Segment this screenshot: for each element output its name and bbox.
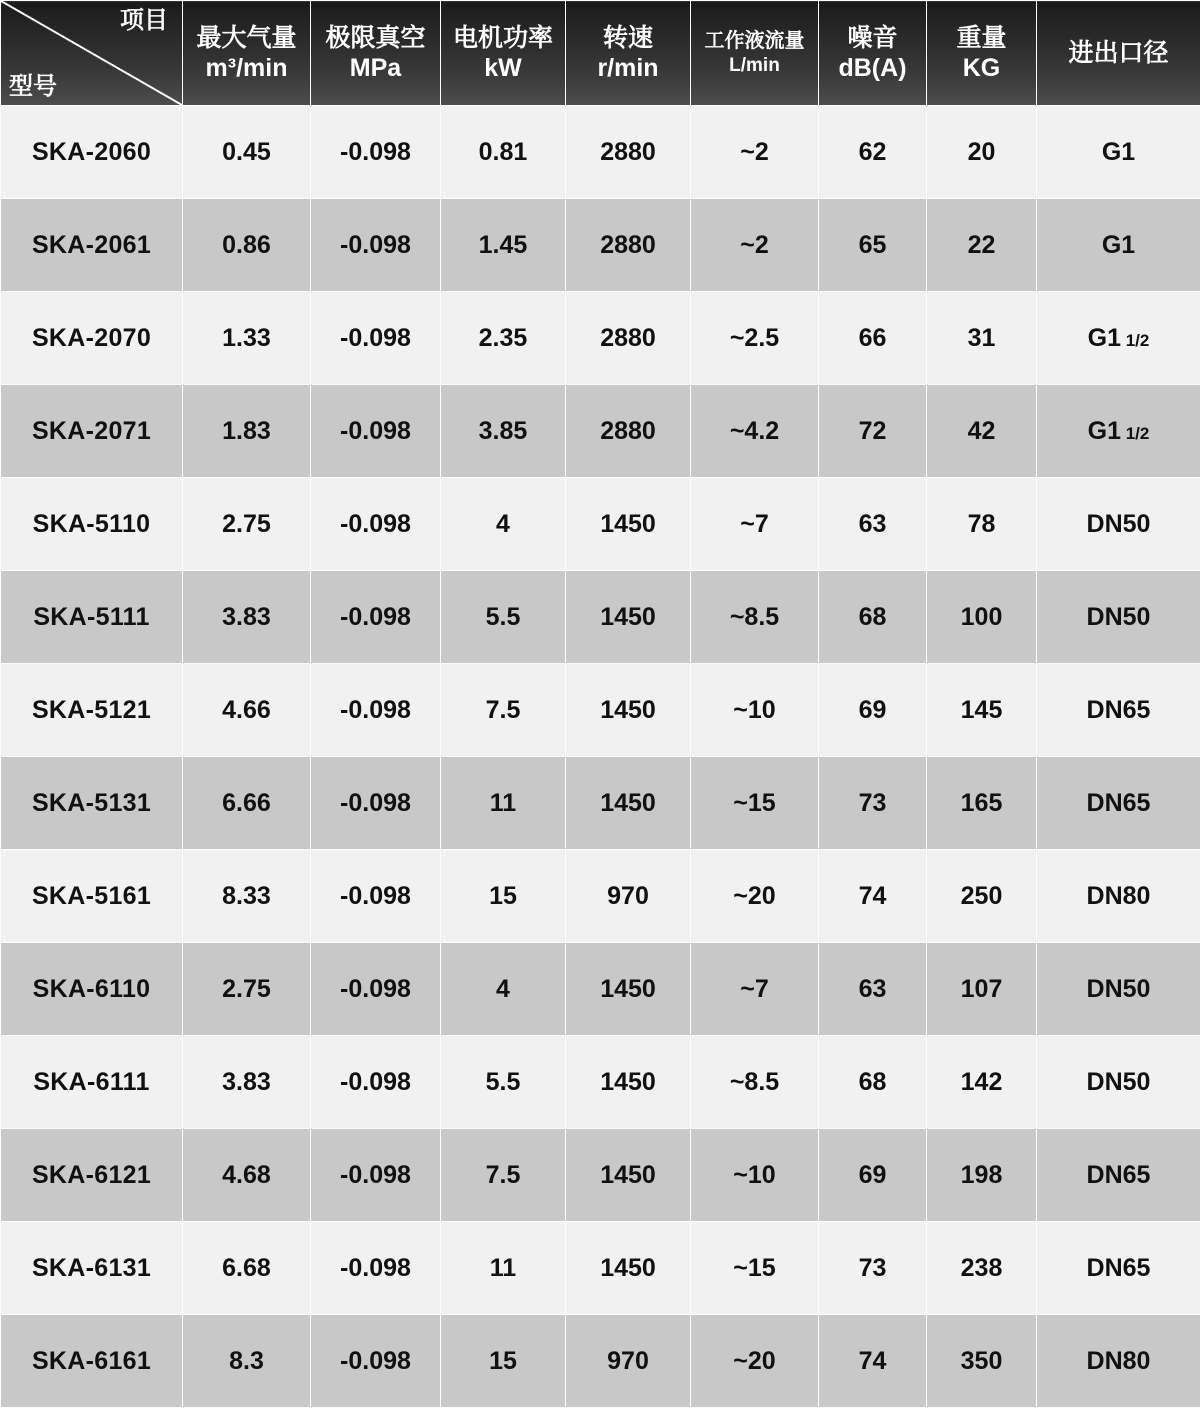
- cell-weight: 198: [927, 1129, 1037, 1222]
- cell-port-diameter: [1037, 1129, 1200, 1222]
- cell-weight: 78: [927, 478, 1037, 571]
- cell-model: SKA-2071: [1, 385, 183, 478]
- cell-model: SKA-5110: [1, 478, 183, 571]
- cell-rotation-speed: 2880: [566, 199, 691, 292]
- port-diameter-fraction: 1/2: [1121, 424, 1149, 443]
- port-diameter-value: G1: [1102, 138, 1135, 166]
- cell-max-air-volume: 3.83: [183, 571, 311, 664]
- header-working-liquid-flow: [691, 1, 819, 106]
- table-header: [1, 1, 1200, 106]
- header-row: [1, 1, 1200, 106]
- cell-motor-power: 15: [441, 1315, 566, 1408]
- cell-model: SKA-5161: [1, 850, 183, 943]
- cell-max-air-volume: 0.86: [183, 199, 311, 292]
- cell-weight: 31: [927, 292, 1037, 385]
- cell-working-liquid-flow: ~8.5: [691, 1036, 819, 1129]
- cell-model: SKA-2061: [1, 199, 183, 292]
- cell-working-liquid-flow: ~8.5: [691, 571, 819, 664]
- cell-weight: 165: [927, 757, 1037, 850]
- cell-weight: 22: [927, 199, 1037, 292]
- cell-noise: 73: [819, 1222, 927, 1315]
- header-motor-power-line2: kW: [441, 53, 565, 84]
- header-working-liquid-flow-line2: L/min: [691, 54, 818, 77]
- cell-weight: 107: [927, 943, 1037, 1036]
- cell-max-air-volume: 8.33: [183, 850, 311, 943]
- cell-working-liquid-flow: ~7: [691, 478, 819, 571]
- port-diameter-value: G1: [1088, 324, 1121, 352]
- cell-working-liquid-flow: ~2: [691, 106, 819, 199]
- cell-noise: 63: [819, 478, 927, 571]
- cell-ultimate-vacuum: -0.098: [311, 199, 441, 292]
- cell-working-liquid-flow: ~7: [691, 943, 819, 1036]
- cell-noise: 68: [819, 1036, 927, 1129]
- cell-noise: 69: [819, 664, 927, 757]
- corner-label-model: 型号: [9, 72, 57, 101]
- header-ultimate-vacuum-line2: MPa: [311, 53, 440, 84]
- cell-max-air-volume: 1.33: [183, 292, 311, 385]
- header-max-air-volume: [183, 1, 311, 106]
- cell-motor-power: 3.85: [441, 385, 566, 478]
- cell-max-air-volume: 4.68: [183, 1129, 311, 1222]
- cell-ultimate-vacuum: -0.098: [311, 106, 441, 199]
- table-row: [1, 943, 1200, 1036]
- cell-noise: 72: [819, 385, 927, 478]
- port-diameter-value: DN80: [1087, 1347, 1151, 1375]
- cell-max-air-volume: 0.45: [183, 106, 311, 199]
- cell-motor-power: 4: [441, 478, 566, 571]
- port-diameter-value: DN50: [1087, 510, 1151, 538]
- cell-model: SKA-6110: [1, 943, 183, 1036]
- cell-noise: 73: [819, 757, 927, 850]
- cell-motor-power: 4: [441, 943, 566, 1036]
- cell-model: SKA-6161: [1, 1315, 183, 1408]
- cell-port-diameter: [1037, 664, 1200, 757]
- cell-model: SKA-5121: [1, 664, 183, 757]
- table-row: [1, 1315, 1200, 1408]
- cell-rotation-speed: 970: [566, 850, 691, 943]
- table-row: [1, 478, 1200, 571]
- corner-label-item: 项目: [120, 6, 168, 35]
- port-diameter-value: DN65: [1087, 696, 1151, 724]
- cell-port-diameter: [1037, 385, 1200, 478]
- cell-rotation-speed: 1450: [566, 1222, 691, 1315]
- cell-ultimate-vacuum: -0.098: [311, 664, 441, 757]
- header-rotation-speed: [566, 1, 691, 106]
- cell-model: SKA-5111: [1, 571, 183, 664]
- cell-max-air-volume: 3.83: [183, 1036, 311, 1129]
- port-diameter-value: DN50: [1087, 1068, 1151, 1096]
- port-diameter-value: DN80: [1087, 882, 1151, 910]
- cell-rotation-speed: 1450: [566, 943, 691, 1036]
- cell-max-air-volume: 2.75: [183, 943, 311, 1036]
- cell-motor-power: 5.5: [441, 1036, 566, 1129]
- cell-ultimate-vacuum: -0.098: [311, 850, 441, 943]
- cell-motor-power: 2.35: [441, 292, 566, 385]
- cell-noise: 68: [819, 571, 927, 664]
- cell-ultimate-vacuum: -0.098: [311, 1036, 441, 1129]
- cell-noise: 65: [819, 199, 927, 292]
- cell-rotation-speed: 2880: [566, 106, 691, 199]
- cell-model: SKA-5131: [1, 757, 183, 850]
- header-corner-cell: [1, 1, 183, 106]
- cell-motor-power: 1.45: [441, 199, 566, 292]
- cell-ultimate-vacuum: -0.098: [311, 571, 441, 664]
- table-row: [1, 385, 1200, 478]
- cell-max-air-volume: 6.66: [183, 757, 311, 850]
- header-max-air-volume-line2: m³/min: [183, 53, 310, 84]
- cell-motor-power: 7.5: [441, 1129, 566, 1222]
- header-ultimate-vacuum: [311, 1, 441, 106]
- cell-rotation-speed: 1450: [566, 757, 691, 850]
- cell-ultimate-vacuum: -0.098: [311, 757, 441, 850]
- cell-max-air-volume: 4.66: [183, 664, 311, 757]
- cell-weight: 42: [927, 385, 1037, 478]
- cell-port-diameter: [1037, 478, 1200, 571]
- table-row: [1, 757, 1200, 850]
- cell-weight: 142: [927, 1036, 1037, 1129]
- cell-rotation-speed: 970: [566, 1315, 691, 1408]
- cell-noise: 62: [819, 106, 927, 199]
- port-diameter-fraction: 1/2: [1121, 331, 1149, 350]
- cell-working-liquid-flow: ~2: [691, 199, 819, 292]
- cell-port-diameter: [1037, 1222, 1200, 1315]
- header-port-diameter-line1: 进出口径: [1037, 38, 1200, 69]
- table-row: [1, 664, 1200, 757]
- cell-model: SKA-2070: [1, 292, 183, 385]
- table-row: [1, 292, 1200, 385]
- header-rotation-speed-line1: 转速: [566, 23, 690, 54]
- cell-working-liquid-flow: ~10: [691, 664, 819, 757]
- cell-noise: 69: [819, 1129, 927, 1222]
- cell-noise: 63: [819, 943, 927, 1036]
- cell-ultimate-vacuum: -0.098: [311, 478, 441, 571]
- header-weight-line1: 重量: [927, 23, 1036, 54]
- cell-ultimate-vacuum: -0.098: [311, 292, 441, 385]
- table-row: [1, 850, 1200, 943]
- cell-ultimate-vacuum: -0.098: [311, 943, 441, 1036]
- cell-ultimate-vacuum: -0.098: [311, 1129, 441, 1222]
- cell-port-diameter: [1037, 292, 1200, 385]
- cell-ultimate-vacuum: -0.098: [311, 1315, 441, 1408]
- table-row: [1, 571, 1200, 664]
- header-port-diameter: [1037, 1, 1200, 106]
- cell-port-diameter: [1037, 1036, 1200, 1129]
- cell-max-air-volume: 8.3: [183, 1315, 311, 1408]
- cell-weight: 350: [927, 1315, 1037, 1408]
- table-row: [1, 199, 1200, 292]
- cell-working-liquid-flow: ~20: [691, 850, 819, 943]
- cell-max-air-volume: 6.68: [183, 1222, 311, 1315]
- cell-motor-power: 15: [441, 850, 566, 943]
- table-body: [1, 106, 1200, 1408]
- cell-working-liquid-flow: ~10: [691, 1129, 819, 1222]
- table-row: [1, 106, 1200, 199]
- port-diameter-value: G1: [1102, 231, 1135, 259]
- cell-model: SKA-6131: [1, 1222, 183, 1315]
- header-noise-line2: dB(A): [819, 53, 926, 84]
- cell-motor-power: 11: [441, 757, 566, 850]
- header-rotation-speed-line2: r/min: [566, 53, 690, 84]
- header-ultimate-vacuum-line1: 极限真空: [311, 23, 440, 54]
- cell-working-liquid-flow: ~4.2: [691, 385, 819, 478]
- cell-noise: 74: [819, 850, 927, 943]
- cell-max-air-volume: 2.75: [183, 478, 311, 571]
- port-diameter-value: DN65: [1087, 789, 1151, 817]
- cell-working-liquid-flow: ~2.5: [691, 292, 819, 385]
- header-weight-line2: KG: [927, 53, 1036, 84]
- cell-port-diameter: [1037, 571, 1200, 664]
- cell-model: SKA-2060: [1, 106, 183, 199]
- cell-weight: 100: [927, 571, 1037, 664]
- cell-motor-power: 5.5: [441, 571, 566, 664]
- cell-weight: 20: [927, 106, 1037, 199]
- cell-port-diameter: [1037, 943, 1200, 1036]
- cell-motor-power: 7.5: [441, 664, 566, 757]
- cell-rotation-speed: 1450: [566, 478, 691, 571]
- cell-weight: 250: [927, 850, 1037, 943]
- cell-motor-power: 11: [441, 1222, 566, 1315]
- cell-model: SKA-6121: [1, 1129, 183, 1222]
- cell-rotation-speed: 2880: [566, 385, 691, 478]
- cell-noise: 74: [819, 1315, 927, 1408]
- header-max-air-volume-line1: 最大气量: [183, 23, 310, 54]
- cell-rotation-speed: 1450: [566, 1129, 691, 1222]
- port-diameter-value: DN50: [1087, 603, 1151, 631]
- cell-port-diameter: [1037, 106, 1200, 199]
- cell-noise: 66: [819, 292, 927, 385]
- port-diameter-value: G1: [1088, 417, 1121, 445]
- cell-port-diameter: [1037, 757, 1200, 850]
- port-diameter-value: DN65: [1087, 1161, 1151, 1189]
- cell-weight: 145: [927, 664, 1037, 757]
- cell-rotation-speed: 1450: [566, 664, 691, 757]
- header-weight: [927, 1, 1037, 106]
- cell-working-liquid-flow: ~15: [691, 757, 819, 850]
- cell-port-diameter: [1037, 199, 1200, 292]
- header-noise-line1: 噪音: [819, 23, 926, 54]
- table-row: [1, 1036, 1200, 1129]
- table-row: [1, 1222, 1200, 1315]
- cell-port-diameter: [1037, 1315, 1200, 1408]
- cell-motor-power: 0.81: [441, 106, 566, 199]
- header-motor-power-line1: 电机功率: [441, 23, 565, 54]
- port-diameter-value: DN50: [1087, 975, 1151, 1003]
- header-motor-power: [441, 1, 566, 106]
- header-working-liquid-flow-line1: 工作液流量: [691, 29, 818, 53]
- cell-rotation-speed: 1450: [566, 571, 691, 664]
- cell-working-liquid-flow: ~20: [691, 1315, 819, 1408]
- cell-model: SKA-6111: [1, 1036, 183, 1129]
- cell-rotation-speed: 1450: [566, 1036, 691, 1129]
- cell-ultimate-vacuum: -0.098: [311, 1222, 441, 1315]
- cell-port-diameter: [1037, 850, 1200, 943]
- cell-ultimate-vacuum: -0.098: [311, 385, 441, 478]
- cell-rotation-speed: 2880: [566, 292, 691, 385]
- cell-max-air-volume: 1.83: [183, 385, 311, 478]
- table-row: [1, 1129, 1200, 1222]
- port-diameter-value: DN65: [1087, 1254, 1151, 1282]
- cell-weight: 238: [927, 1222, 1037, 1315]
- cell-working-liquid-flow: ~15: [691, 1222, 819, 1315]
- header-noise: [819, 1, 927, 106]
